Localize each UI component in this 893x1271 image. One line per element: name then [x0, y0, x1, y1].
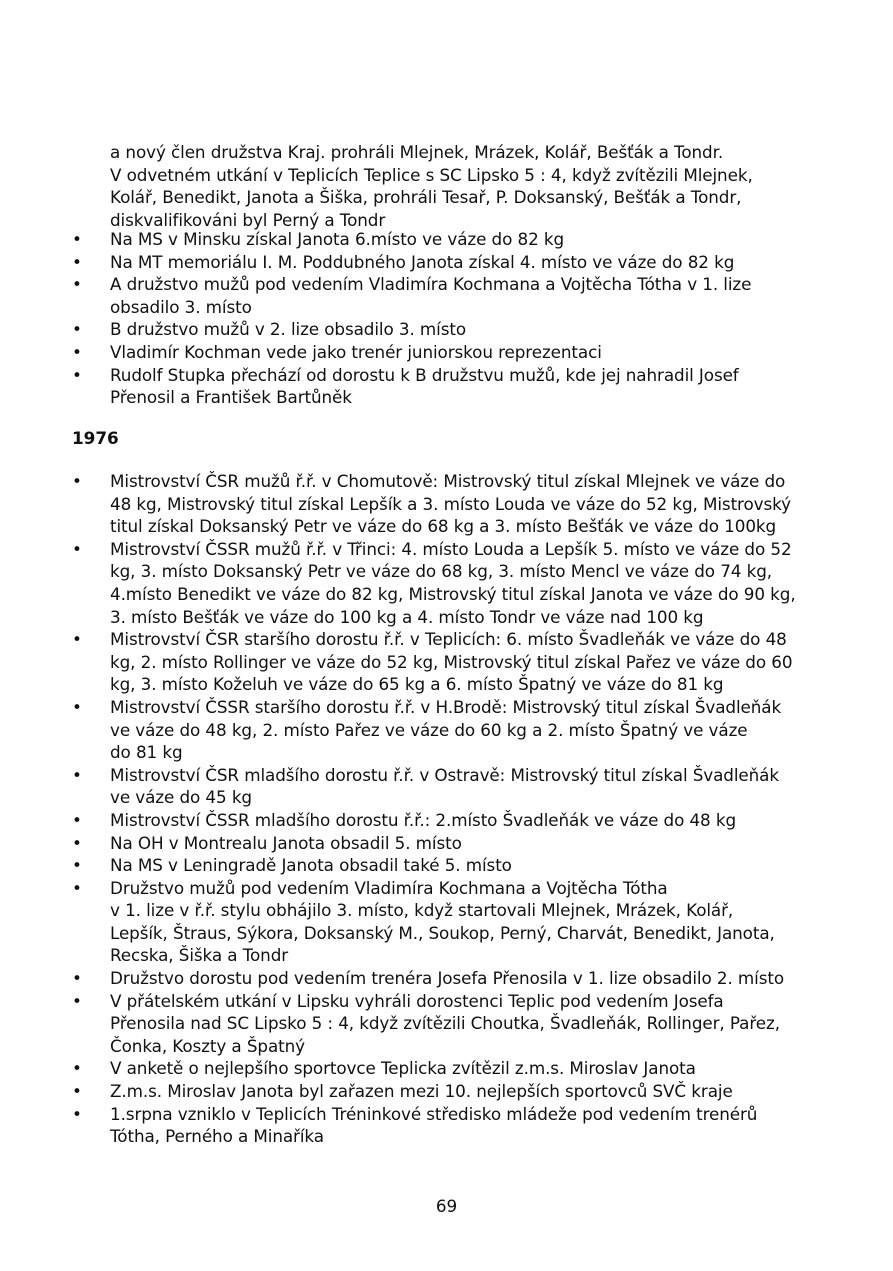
list-item-line: Přenosil a František Bartůněk: [110, 387, 352, 408]
text-line: Kolář, Benedikt, Janota a Šiška, prohráli Tesař, P. Doksanský, Bešťák a Tondr,: [110, 187, 742, 208]
bullet-icon: •: [72, 764, 82, 785]
list-item: [0, 877, 830, 967]
list-item-line: A družstvo mužů pod vedením Vladimíra Kochmana a Vojtěcha Tótha v 1. lize: [110, 274, 752, 295]
bullet-icon: •: [72, 538, 82, 559]
bullet-icon: •: [72, 877, 82, 898]
list-item-line: kg, 3. místo Koželuh ve váze do 65 kg a 6. místo Špatný ve váze do 81 kg: [110, 674, 724, 695]
bullet-icon: •: [72, 968, 82, 989]
list-item-line: V přátelském utkání v Lipsku vyhráli dorostenci Teplic pod vedením Josefa: [110, 990, 724, 1011]
list-item-line: Recska, Šiška a Tondr: [110, 945, 289, 966]
list-item-line: Mistrovství ČSR mladšího dorostu ř.ř. v Ostravě: Mistrovský titul získal Švadleňák: [110, 764, 779, 785]
list-item-line: Mistrovství ČSSR mužů ř.ř. v Třinci: 4. místo Louda a Lepšík 5. místo ve váze do 52: [110, 538, 792, 559]
list-item-line: Tótha, Perného a Minaříka: [110, 1126, 324, 1147]
list-item: [0, 854, 830, 877]
list-item: [0, 318, 830, 341]
text-line: V odvetném utkání v Teplicích Teplice s SC Lipsko 5 : 4, když zvítězili Mlejnek,: [110, 164, 753, 185]
list-item-line: Lepšík, Štraus, Sýkora, Doksanský M., Soukop, Perný, Charvát, Benedikt, Janota,: [110, 922, 775, 943]
bullet-icon: •: [72, 341, 82, 362]
list-item-line: Mistrovství ČSR mužů ř.ř. v Chomutově: Mistrovský titul získal Mlejnek ve váze do: [110, 471, 786, 491]
bullet-icon: •: [72, 1103, 82, 1124]
list-item: [0, 273, 830, 318]
list-item: [0, 764, 830, 809]
list-item-line: ve váze do 48 kg, 2. místo Pařez ve váze do 60 kg a 2. místo Špatný ve váze: [110, 719, 748, 740]
list-item-line: Vladimír Kochman vede jako trenér juniorskou reprezentaci: [110, 341, 602, 362]
bullet-list-1976: [0, 470, 893, 1148]
list-item: [0, 341, 830, 364]
list-item-line: Rudolf Stupka přechází od dorostu k B družstvu mužů, kde jej nahradil Josef: [110, 364, 739, 385]
list-item-line: Na MS v Minsku získal Janota 6.místo ve váze do 82 kg: [110, 229, 565, 249]
bullet-icon: •: [72, 629, 82, 650]
list-item-line: ve váze do 45 kg: [110, 787, 252, 808]
bullet-icon: •: [72, 855, 82, 876]
list-item: [0, 1080, 830, 1103]
bullet-icon: •: [72, 1058, 82, 1079]
list-item-line: Přenosila nad SC Lipsko 5 : 4, když zvítězili Choutka, Švadleňák, Rollinger, Pařez,: [110, 1013, 780, 1034]
list-item-line: v 1. lize v ř.ř. stylu obhájilo 3. místo, když startovali Mlejnek, Mrázek, Kolář,: [110, 900, 734, 921]
list-item: [0, 228, 830, 251]
list-item-line: Družstvo mužů pod vedením Vladimíra Kochmana a Vojtěcha Tótha: [110, 877, 668, 898]
bullet-icon: •: [72, 809, 82, 830]
bullet-icon: •: [72, 696, 82, 717]
list-item: [0, 1057, 830, 1080]
list-item-line: kg, 2. místo Rollinger ve váze do 52 kg, Mistrovský titul získal Pařez ve váze do 60: [110, 651, 793, 672]
bullet-icon: •: [72, 832, 82, 853]
list-item: [0, 628, 830, 696]
text-line: a nový člen družstva Kraj. prohráli Mlejnek, Mrázek, Kolář, Bešťák a Tondr.: [110, 142, 724, 162]
list-item: [0, 1103, 830, 1148]
list-item: [0, 470, 830, 538]
list-item-line: titul získal Doksanský Petr ve váze do 68 kg a 3. místo Bešťák ve váze do 100kg: [110, 516, 777, 537]
list-item-line: Mistrovství ČSR staršího dorostu ř.ř. v Teplicích: 6. místo Švadleňák ve váze do 48: [110, 629, 787, 650]
list-item-line: Na OH v Montrealu Janota obsadil 5. místo: [110, 832, 462, 853]
bullet-icon: •: [72, 990, 82, 1011]
year-heading: 1976: [72, 428, 119, 448]
list-item: [0, 809, 830, 832]
list-item-line: do 81 kg: [110, 742, 183, 763]
bullet-icon: •: [72, 364, 82, 385]
text-line: diskvalifikováni byl Perný a Tondr: [110, 209, 386, 230]
list-item: [0, 832, 830, 855]
page-number: 69: [435, 1196, 458, 1216]
list-item-line: Z.m.s. Miroslav Janota byl zařazen mezi 10. nejlepších sportovců SVČ kraje: [110, 1081, 733, 1102]
list-item-line: obsadilo 3. místo: [110, 296, 252, 317]
list-item-line: B družstvo mužů v 2. lize obsadilo 3. místo: [110, 319, 467, 340]
bullet-icon: •: [72, 319, 82, 340]
list-item: [0, 251, 830, 274]
list-item-line: Na MT memoriálu I. M. Poddubného Janota získal 4. místo ve váze do 82 kg: [110, 251, 735, 272]
list-item-line: Družstvo dorostu pod vedením trenéra Josefa Přenosila v 1. lize obsadilo 2. místo: [110, 968, 785, 989]
list-item-line: V anketě o nejlepšího sportovce Teplicka zvítězil z.m.s. Miroslav Janota: [110, 1058, 696, 1079]
bullet-list-1975: [0, 228, 893, 409]
continuation-paragraph: [110, 141, 830, 231]
list-item-line: Čonka, Koszty a Špatný: [110, 1035, 305, 1056]
list-item-line: 4.místo Benedikt ve váze do 82 kg, Mistrovský titul získal Janota ve váze do 90 kg,: [110, 583, 796, 604]
list-item: [0, 967, 830, 990]
bullet-icon: •: [72, 251, 82, 272]
list-item-line: 48 kg, Mistrovský titul získal Lepšík a 3. místo Louda ve váze do 52 kg, Mistrovský: [110, 493, 791, 514]
bullet-icon: •: [72, 274, 82, 295]
list-item-line: 3. místo Bešťák ve váze do 100 kg a 4. místo Tondr ve váze nad 100 kg: [110, 606, 704, 627]
list-item: [0, 990, 830, 1058]
bullet-icon: •: [72, 471, 82, 491]
bullet-icon: •: [72, 1081, 82, 1102]
list-item-line: Mistrovství ČSSR staršího dorostu ř.ř. v H.Brodě: Mistrovský titul získal Švadleňák: [110, 696, 782, 717]
bullet-icon: •: [72, 229, 82, 249]
list-item-line: Mistrovství ČSSR mladšího dorostu ř.ř.: 2.místo Švadleňák ve váze do 48 kg: [110, 809, 737, 830]
list-item-line: Na MS v Leningradě Janota obsadil také 5. místo: [110, 855, 512, 876]
list-item-line: kg, 3. místo Doksanský Petr ve váze do 68 kg, 3. místo Mencl ve váze do 74 kg,: [110, 561, 772, 582]
list-item: [0, 538, 830, 628]
list-item: [0, 364, 830, 409]
list-item: [0, 696, 830, 764]
list-item-line: 1.srpna vzniklo v Teplicích Tréninkové středisko mládeže pod vedením trenérů: [110, 1103, 758, 1124]
